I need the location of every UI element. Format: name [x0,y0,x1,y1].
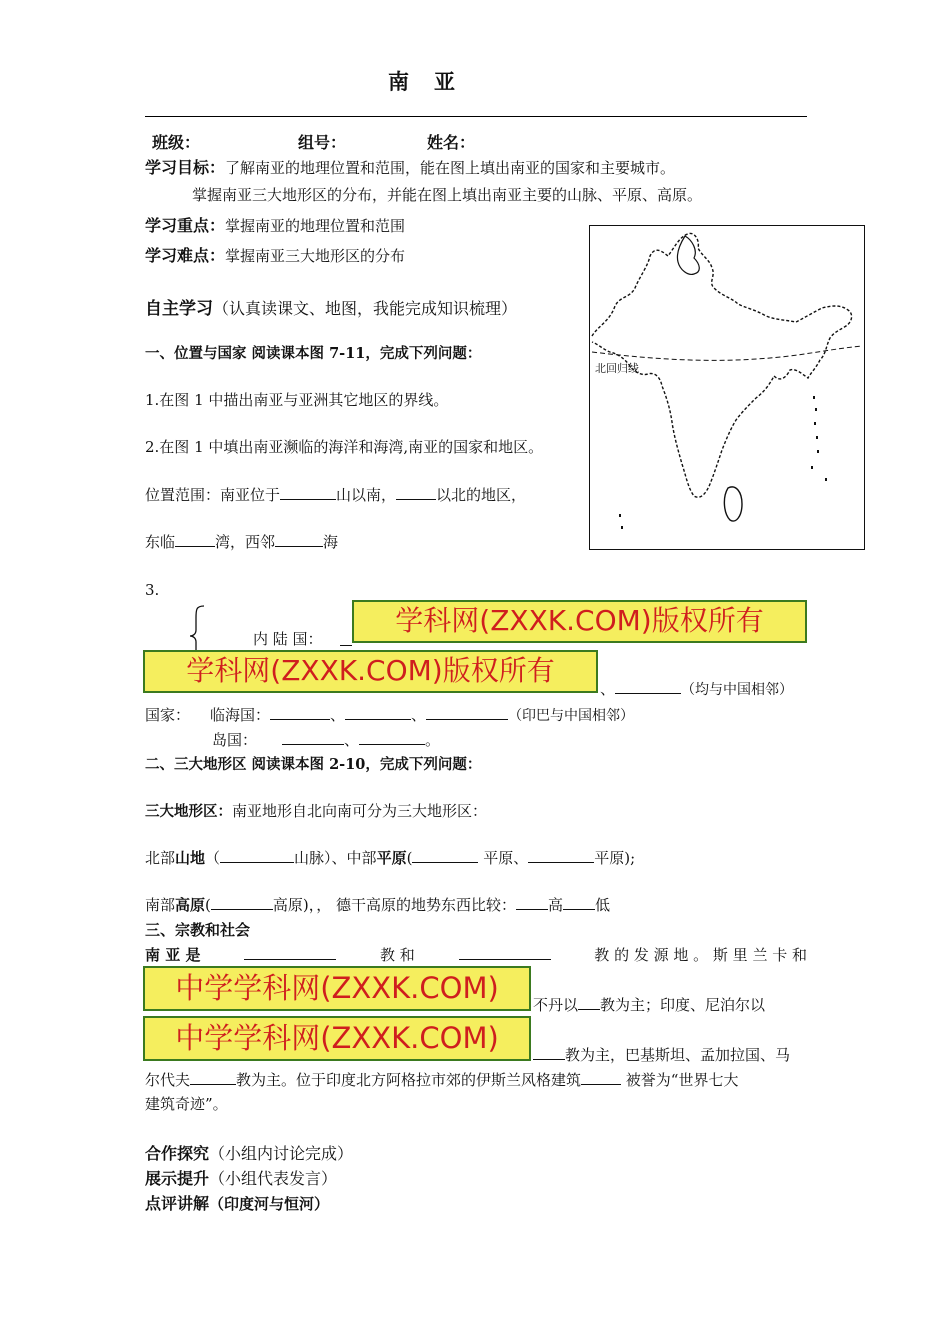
blank-coastal-3[interactable] [426,704,508,720]
r1-c: 教 的 发 源 地 。 斯 里 兰 卡 和 [594,946,807,964]
focus-text: 掌握南亚的地理位置和范围 [225,217,406,235]
north-central-line [145,847,635,868]
blank-religion-2[interactable] [459,944,551,960]
group-label: 组号： [298,133,347,152]
presentation-line [145,1166,337,1189]
north-d: 山脉）、中部 [294,849,377,867]
r4-b: 教为主。位于印度北方阿格拉市郊的伊斯兰风格建筑 [236,1071,582,1089]
terrain-intro [145,800,487,821]
blank-mountains[interactable] [220,847,294,863]
blank-religion-1[interactable] [244,944,336,960]
blank-latitude[interactable] [396,484,436,500]
watermark-1: 学科网(ZXXK.COM)版权所有 [352,600,807,643]
review-note: （印度河与恒河） [209,1195,330,1213]
blank-plain-1[interactable] [412,847,478,863]
south-d: 高原)，， 德干高原的地势东西比较： [272,896,517,914]
position-range-line [145,484,526,505]
question-2: 2.在图 1 中填出南亚濒临的海洋和海湾,南亚的国家和地区。 [145,438,544,456]
r4-a: 尔代夫 [145,1071,191,1089]
review-label: 点评讲解 [145,1194,210,1213]
title-divider [145,116,807,117]
pos-text-a: 位置范围：南亚位于 [145,486,281,504]
island-line: 岛国： 、 。 [212,731,441,749]
show-note: （小组代表发言） [209,1169,338,1188]
difficulty-text: 掌握南亚三大地形区的分布 [225,247,406,265]
blank-plateau[interactable] [211,894,273,910]
self-study [145,294,517,319]
difficulty-label: 学习难点： [145,246,226,265]
religion-line-4 [145,1069,738,1090]
blank-inland-2[interactable] [615,678,681,694]
class-label: 班级： [152,133,201,152]
pos-text-b: 山以南， [336,486,397,504]
religion-line-5: 建筑奇迹”。 [145,1095,228,1113]
coop-note: （小组内讨论完成） [209,1144,354,1163]
east-west-line [145,531,338,552]
coop-label: 合作探究 [145,1144,210,1163]
name-label: 姓名： [427,133,476,152]
blank-religion-3[interactable] [578,994,600,1010]
island-label: 岛国： [212,731,258,749]
south-line [145,894,610,915]
coastal-label: 临海国： [210,706,271,724]
goals-line1: 了解南亚的地理位置和范围，能在图上填出南亚的国家和主要城市。 [225,159,676,177]
blank-island-1[interactable] [282,729,344,745]
north-f: ( [406,849,413,867]
r1-a: 南 亚 是 [145,946,201,964]
north-h: 平原); [594,849,636,867]
blank-sea[interactable] [275,531,323,547]
east-text-b: 湾，西邻 [215,533,276,551]
self-study-label: 自主学习 [145,299,213,319]
inland-label: 内 陆 国： [253,630,323,648]
south-asia-map [589,225,865,550]
cooperation-line [145,1141,353,1164]
question-3: 3. [145,581,160,599]
south-a: 南部 [145,896,176,914]
review-line [145,1191,329,1214]
r2-a: 不丹以 [533,996,579,1014]
learning-goals [145,155,675,178]
north-c: （ [205,849,221,867]
r1-b: 教 和 [379,946,415,964]
coastal-note: （印巴与中国相邻） [508,708,635,724]
blank-plain-2[interactable] [528,847,594,863]
pos-text-c: 以北的地区， [436,486,527,504]
watermark-2: 学科网(ZXXK.COM)版权所有 [143,650,598,693]
east-text-a: 东临 [145,533,176,551]
north-b: 山地 [175,849,206,867]
south-e: 高 [548,896,564,914]
south-f: 低 [595,896,611,914]
show-label: 展示提升 [145,1169,210,1188]
north-g: 平原、 [478,849,529,867]
blank-mountain[interactable] [280,484,336,500]
learning-difficulty [145,243,405,266]
separator: 、 [600,680,616,698]
country-label: 国家： [145,706,191,724]
blank-low[interactable] [563,894,595,910]
terrain-label: 三大地形区： [145,803,232,820]
section2-heading: 二、三大地形区 阅读课本图 2-10，完成下列问题： [145,756,482,773]
self-study-note: （认真读课文、地图，我能完成知识梳理） [213,299,518,318]
religion-line-1 [145,944,807,965]
religion-line-2 [533,994,765,1015]
small-islands [620,396,826,529]
r2-b: 教为主；印度、尼泊尔以 [600,996,766,1014]
tropic-label: 北回归线 [595,362,639,375]
blank-high[interactable] [516,894,548,910]
blank-island-2[interactable] [359,729,425,745]
period: 。 [425,731,441,749]
north-e: 平原 [376,849,407,867]
blank-building[interactable] [581,1069,621,1085]
focus-label: 学习重点： [145,216,226,235]
blank-coastal-2[interactable] [345,704,411,720]
blank-coastal-1[interactable] [270,704,330,720]
section1-heading: 一、位置与国家 阅读课本图 7-11，完成下列问题： [145,345,482,362]
blank-religion-5[interactable] [190,1069,236,1085]
inland-line [600,678,793,699]
r4-c: 被誉为“世界七大 [621,1071,739,1089]
page-title: 南 亚 [388,69,457,94]
watermark-4: 中学学科网(ZXXK.COM) [143,1016,531,1061]
religion-line-3 [533,1044,790,1065]
r3: 教为主，巴基斯坦、孟加拉国、马 [565,1046,791,1064]
section3-heading: 三、宗教和社会 [145,921,251,939]
goals-line2: 掌握南亚三大地形区的分布，并能在图上填出南亚主要的山脉、平原、高原。 [192,186,703,204]
sri-lanka-island [724,487,742,521]
blank-inland-1[interactable] [340,630,352,646]
south-b: 高原 [175,896,206,914]
blank-religion-4[interactable] [533,1044,565,1060]
blank-bay[interactable] [175,531,215,547]
learning-focus [145,213,405,236]
east-text-c: 海 [323,533,339,551]
inland-note: （均与中国相邻） [681,682,794,698]
question-1: 1.在图 1 中描出南亚与亚洲其它地区的界线。 [145,391,449,409]
north-a: 北部 [145,849,176,867]
northern-region [677,236,699,274]
south-asia-outline [590,226,863,548]
coastal-line: 国家： 临海国： 、 、 （印巴与中国相邻） [145,706,635,724]
watermark-3: 中学学科网(ZXXK.COM) [143,966,531,1011]
south-c: ( [205,896,211,914]
terrain-text: 南亚地形自北向南可分为三大地形区： [232,802,488,820]
goals-label: 学习目标： [145,158,226,177]
